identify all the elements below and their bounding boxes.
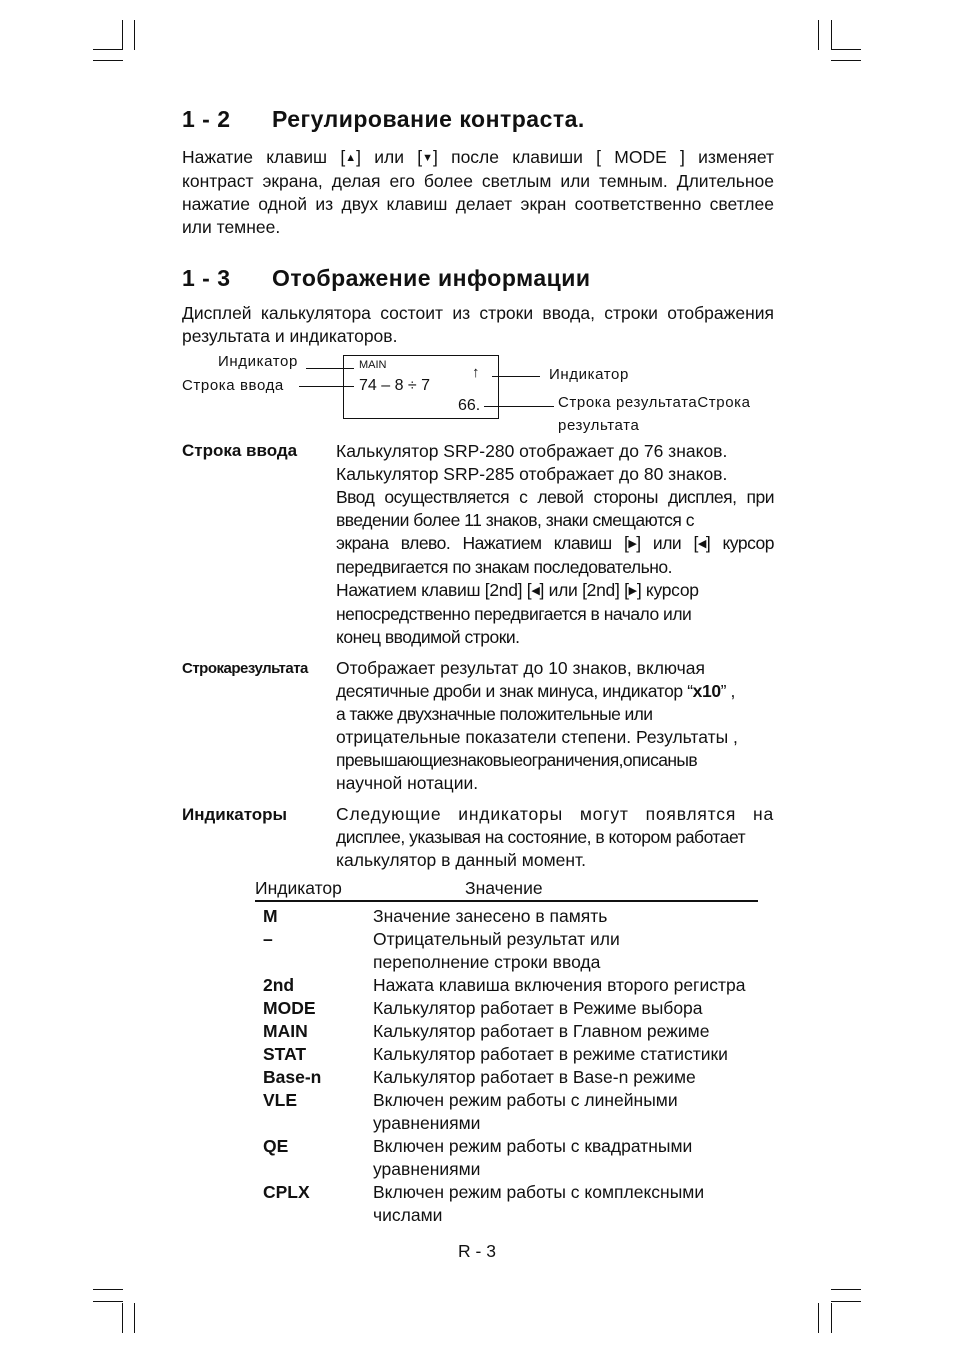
section-heading-display — [182, 265, 591, 292]
right-arrow-icon: ▶ — [628, 585, 637, 597]
paragraph-line: Нажатие клавиш [▲] или [▼] после клавиши [ MODE ] изменяет — [182, 146, 774, 170]
leader-line — [306, 368, 354, 369]
table-row: QE Включен режим работы с квадратными уравнениями — [263, 1136, 693, 1179]
term-input-line: Строка ввода — [182, 441, 298, 460]
table-row: – Отрицательный результат или переполнение строки ввода — [263, 929, 620, 972]
down-arrow-icon: ▼ — [422, 152, 433, 164]
term-indicators: Индикаторы — [182, 805, 288, 824]
label-result-line: Строка результатаСтрока — [558, 394, 751, 411]
leader-line — [484, 406, 554, 407]
left-arrow-icon: ◀ — [697, 538, 706, 550]
indicators-description: Следующие индикаторы могут появлятся на дисплее, указывая на состояние, в котором работает калькулятор в данный момент. — [336, 804, 774, 870]
paragraph-line: нажатие одной из двух клавиш делает экран соответственно светлее — [182, 194, 774, 214]
result-line-text: 66. — [458, 397, 481, 414]
right-arrow-icon: ▶ — [628, 538, 637, 550]
indicator-table — [255, 878, 765, 1227]
section-title: Отображение информации — [272, 265, 591, 291]
table-row: CPLX Включен режим работы с комплексными числами — [263, 1182, 705, 1225]
table-header — [255, 878, 758, 902]
paragraph-line: или темнее. — [182, 217, 281, 237]
main-indicator: MAIN — [359, 359, 387, 371]
header-meaning: Значение — [465, 878, 543, 898]
table-row: MAIN Калькулятор работает в Главном режиме — [263, 1021, 710, 1041]
paragraph-line: контраст экрана, делая его более светлым или темным. Длительное — [182, 171, 774, 191]
table-row: VLE Включен режим работы с линейными уравнениями — [263, 1090, 678, 1133]
input-line-description: Калькулятор SRP-280 отображает до 76 знаков. Калькулятор SRP-285 отображает до 80 знаков. Ввод осуществляется с левой стороны дисплея, при введении более 11 знаков, знаки смещаются с экрана влево. Нажатием клавиш [▶] или [◀] курсор передвигается по знакам последовательно. Нажатием клавиш [2nd] [◀] или [2nd] [▶] курсор непосредственно передвигается в начало или конец вводимой строки. — [336, 441, 774, 647]
section-title: Регулирование контраста. — [272, 106, 585, 132]
section-number: 1 - 3 — [182, 265, 231, 291]
page-number: R - 3 — [458, 1241, 496, 1261]
table-row: Base-n Калькулятор работает в Base-n режиме — [263, 1067, 696, 1087]
label-input-line: Строка ввода — [182, 377, 284, 394]
paragraph-line: результата и индикаторов. — [182, 326, 398, 346]
contrast-paragraph — [182, 146, 774, 239]
input-line-text: 74 – 8 ÷ 7 — [359, 377, 431, 394]
header-indicator: Индикатор — [255, 878, 342, 898]
label-indicator-right: Индикатор — [549, 366, 629, 383]
leader-line — [299, 386, 354, 387]
up-arrow-icon: ▲ — [345, 152, 357, 164]
label-indicator-left: Индикатор — [218, 353, 298, 370]
table-row: STAT Калькулятор работает в режиме статистики — [263, 1044, 728, 1064]
leader-line — [492, 376, 540, 377]
paragraph-line: Дисплей калькулятора состоит из строки ввода, строки отображения — [182, 303, 774, 323]
section-number: 1 - 2 — [182, 106, 231, 132]
term-result-line: Строкарезультата — [182, 660, 308, 677]
up-arrow-indicator-icon: ↑ — [472, 364, 480, 381]
table-row: MODE Калькулятор работает в Режиме выбора — [263, 998, 703, 1018]
left-arrow-icon: ◀ — [531, 585, 540, 597]
result-line-description: Отображает результат до 10 знаков, включая десятичные дроби и знак минуса, индикатор “x10” , а также двухзначные положительные или отрицательные показатели степени. Результаты , превышающиезнаковыеограничения,описаныв научной нотации. — [336, 658, 738, 793]
display-intro-paragraph — [182, 302, 774, 348]
table-row: 2nd Нажата клавиша включения второго регистра — [263, 975, 746, 995]
label-result-line-cont: результата — [558, 417, 640, 434]
table-row: M Значение занесено в память — [263, 906, 608, 926]
section-heading-contrast — [182, 106, 585, 133]
